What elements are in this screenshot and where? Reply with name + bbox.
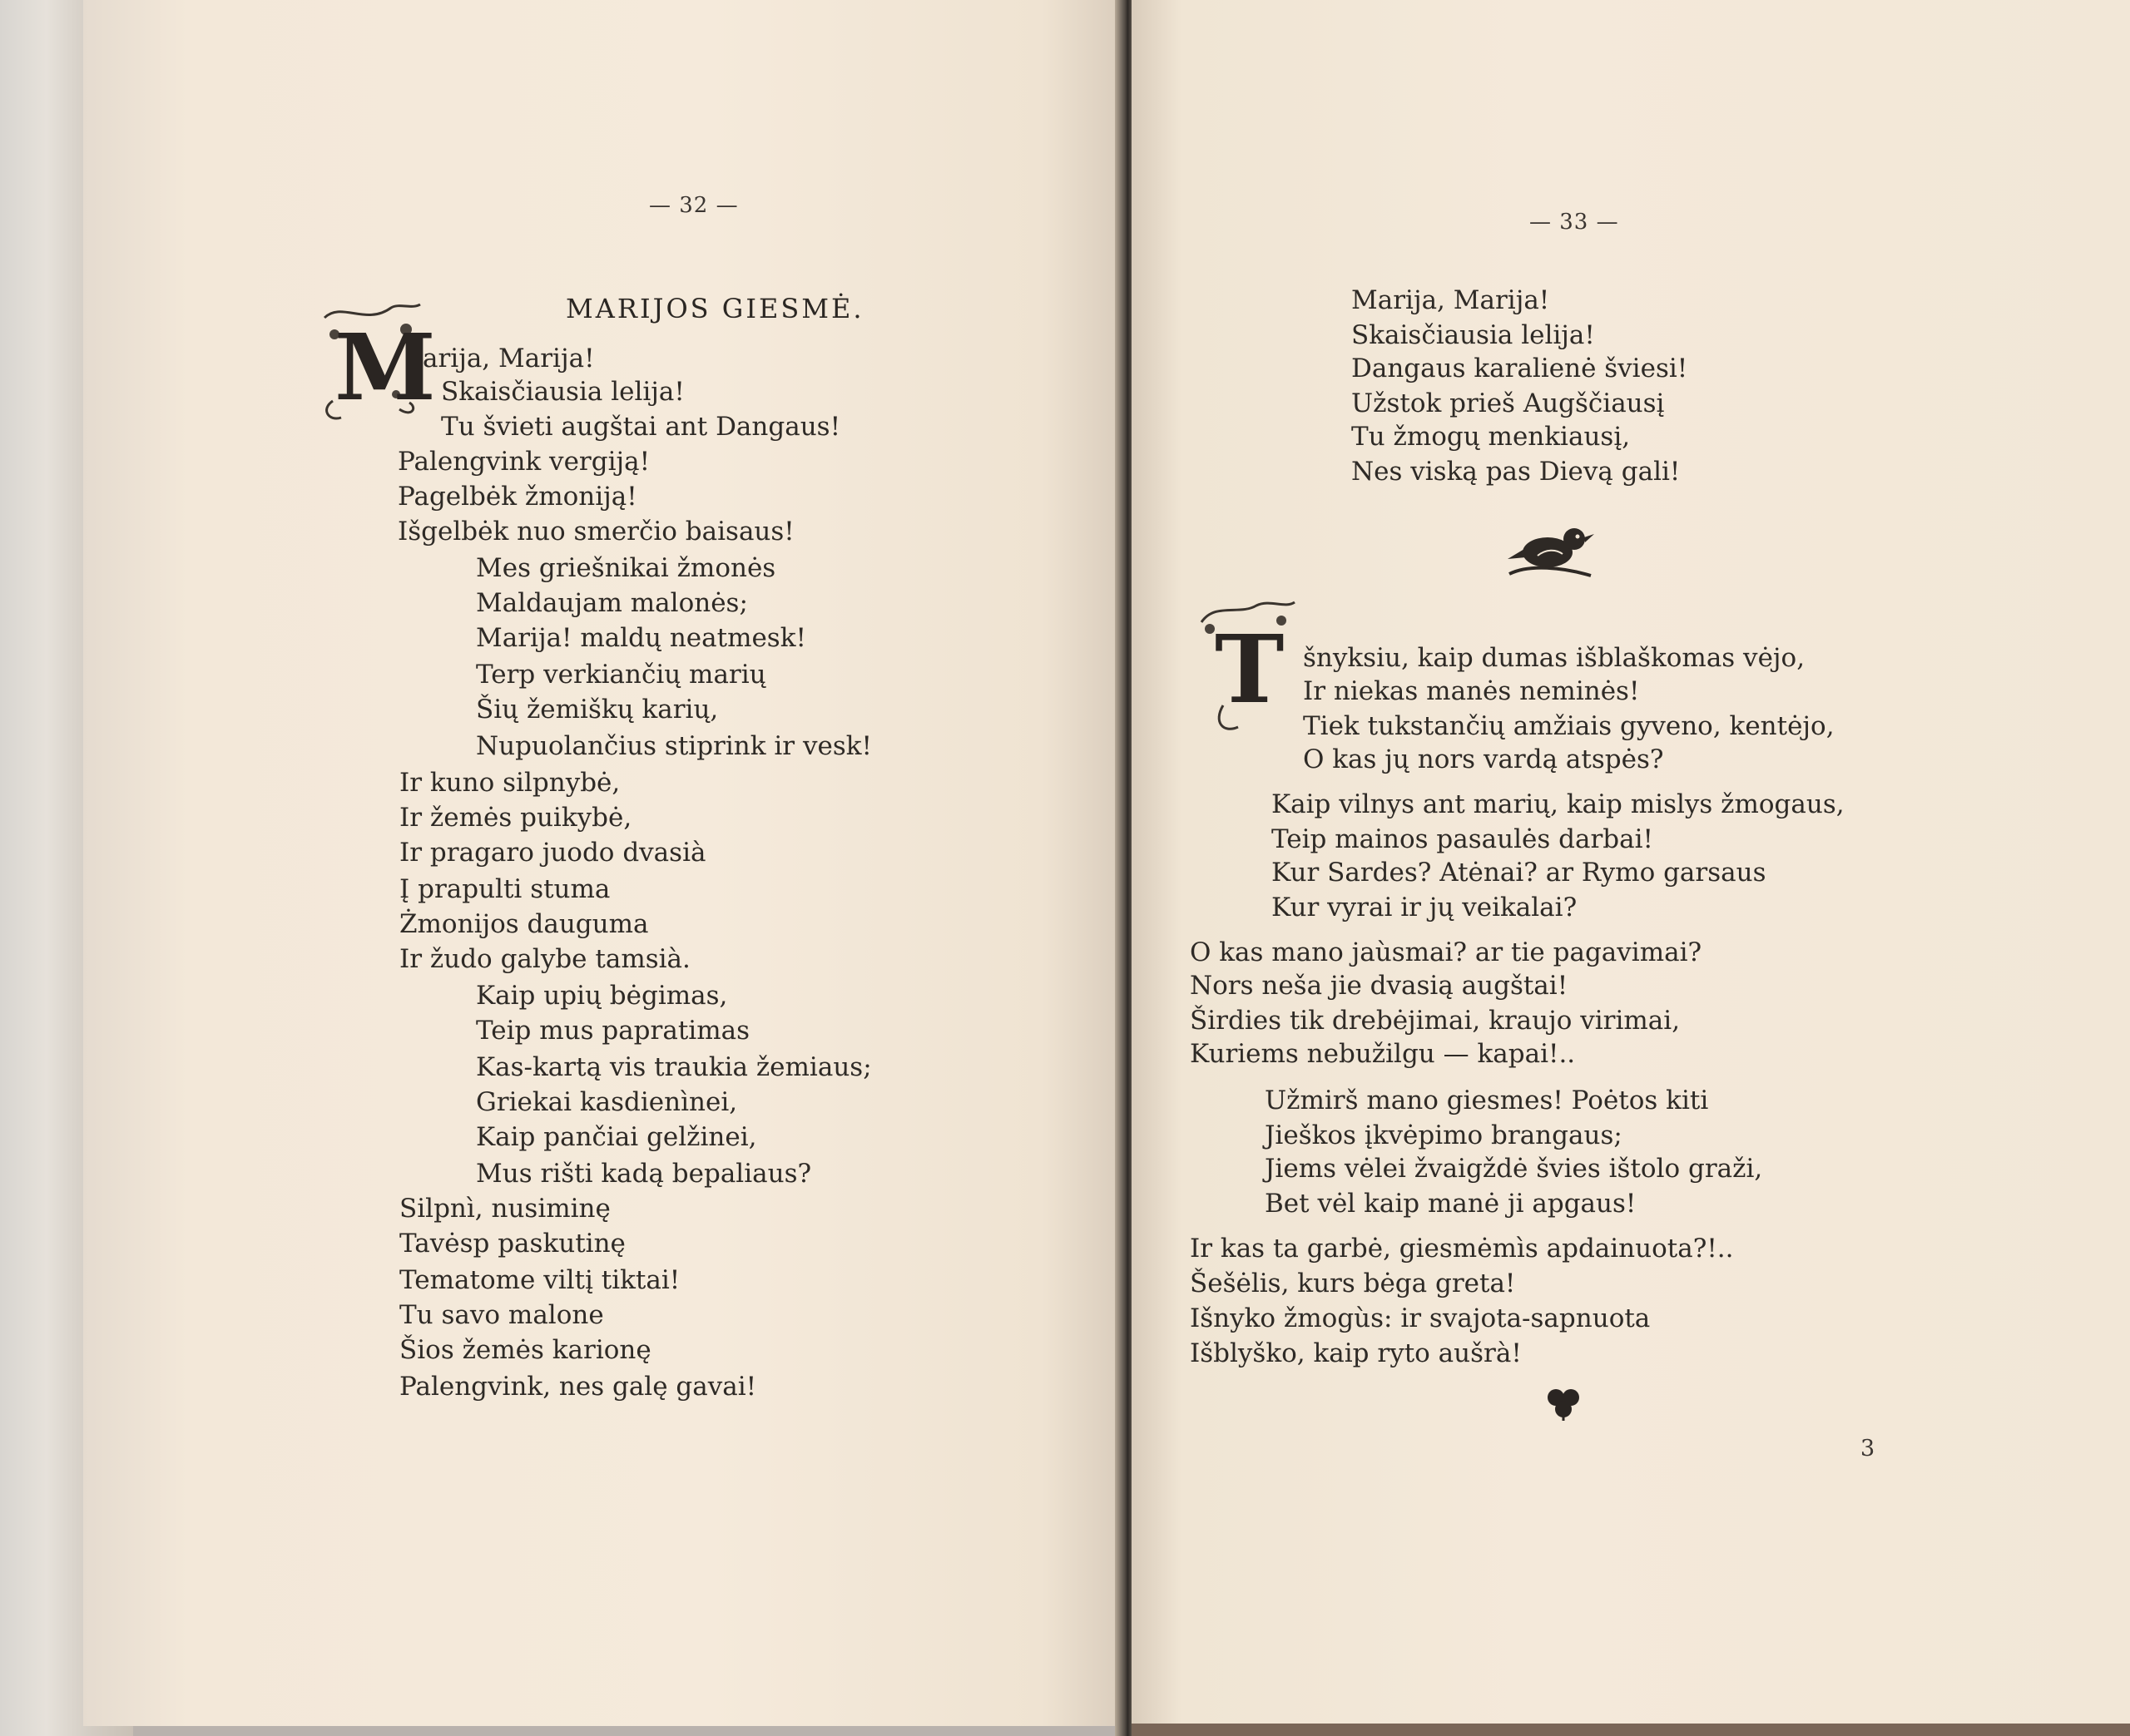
poem-line: Tiek tukstančių amžiais gyveno, kentėjo,	[1303, 711, 1835, 741]
poem-line: šnyksiu, kaip dumas išblaškomas vėjo,	[1303, 643, 1806, 673]
poem-line: Šios žemės karionę	[399, 1335, 651, 1365]
poem-line: Maldaujam malonės;	[476, 588, 748, 618]
poem-line: Mus rišti kadą bepaliaus?	[476, 1159, 812, 1189]
poem-line: Kuriems nebužilgu — kapai!..	[1190, 1039, 1576, 1069]
poem-line: Jiems vėlei žvaigždė švies ištolo graži,	[1265, 1154, 1763, 1184]
poem-line: Nes viską pas Dievą gali!	[1351, 457, 1681, 487]
poem-line: Išblyško, kaip ryto aušrà!	[1190, 1338, 1522, 1368]
poem-line: Užstok prieš Augščiausį	[1351, 388, 1665, 418]
poem-line: Užmirš mano giesmes! Poėtos kiti	[1265, 1086, 1709, 1115]
poem-line: Šešėlis, kurs bėga greta!	[1190, 1269, 1516, 1298]
signature-mark: 3	[1860, 1436, 1875, 1462]
poem-line: Kur Sardes? Atėnai? ar Rymo garsaus	[1271, 858, 1766, 888]
poem-line: Nupuolančius stiprink ir vesk!	[476, 731, 872, 761]
poem-title: MARIJOS GIESMĖ.	[566, 293, 864, 324]
poem-line: Šių žemiškų karių,	[476, 695, 719, 725]
poem-line: Širdies tik drebėjimai, kraujo virimai,	[1190, 1006, 1681, 1036]
leaf-fleuron-icon	[1544, 1382, 1583, 1421]
left-page	[83, 0, 1125, 1726]
poem-line: Teip mus papratimas	[476, 1016, 750, 1046]
poem-line: Griekai kasdienìnei,	[476, 1087, 738, 1117]
poem-line: Išgelbėk nuo smerčio baisaus!	[398, 517, 795, 547]
page-number-left: — 32 —	[649, 193, 739, 218]
poem-line: Nors neša jie dvasią augštai!	[1190, 971, 1568, 1001]
right-page	[1132, 0, 2130, 1727]
poem-line: Terp verkiančių marių	[476, 660, 766, 690]
poem-line: Ir žudo galybe tamsià.	[399, 944, 691, 974]
poem-line: Palengvink, nes galę gavai!	[399, 1372, 757, 1402]
poem-line: Kur vyrai ir jų veikalai?	[1271, 893, 1578, 922]
ornamental-initial-m	[316, 301, 436, 426]
poem-line: Skaisčiausia lelija!	[441, 377, 685, 407]
poem-line: O kas mano jaùsmai? ar tie pagavimai?	[1190, 937, 1702, 967]
ornamental-initial-t	[1198, 597, 1298, 739]
poem-line: Tematome viltį tiktai!	[399, 1265, 681, 1295]
poem-line: Skaisčiausia lelija!	[1351, 320, 1595, 350]
poem-line: Tu savo malone	[399, 1300, 604, 1330]
poem-line: Kaip pančiai gelžinei,	[476, 1122, 757, 1152]
poem-line: Bet vėl kaip manė ji apgaus!	[1265, 1189, 1637, 1219]
poem-line: arija, Marija!	[423, 344, 595, 373]
poem-line: Marija! maldų neatmesk!	[476, 623, 806, 653]
book-cover-edge	[1132, 1724, 2130, 1736]
poem-line: Ir niekas manės neminės!	[1303, 676, 1640, 706]
poem-line: Išnyko žmogùs: ir svajota-sapnuota	[1190, 1303, 1651, 1333]
poem-line: Tavėsp paskutinę	[399, 1229, 626, 1259]
poem-line: Marija, Marija!	[1351, 285, 1550, 315]
poem-line: Mes griešnikai žmonės	[476, 553, 776, 583]
drop-cap-letter: M	[334, 314, 436, 421]
drop-cap-letter-t: T	[1215, 616, 1285, 725]
page-number-right: — 33 —	[1529, 210, 1619, 235]
poem-line: Ir kas ta garbė, giesmėmìs apdainuota?!..	[1190, 1234, 1734, 1264]
poem-line: Silpnì, nusiminę	[399, 1194, 611, 1224]
poem-line: Ir kuno silpnybė,	[399, 768, 621, 798]
poem-line: Jieškos įkvėpimo brangaus;	[1265, 1120, 1622, 1150]
poem-line: O kas jų nors vardą atspės?	[1303, 744, 1664, 774]
bird-vignette-icon	[1504, 516, 1596, 591]
poem-line: Żmonijos dauguma	[399, 909, 649, 939]
poem-line: Tu žmogų menkiausį,	[1351, 422, 1631, 452]
poem-line: Tu švieti augštai ant Dangaus!	[441, 412, 841, 442]
poem-line: Ir pragaro juodo dvasià	[399, 838, 706, 868]
poem-line: Kaip vilnys ant marių, kaip mislys žmogaus,	[1271, 789, 1845, 819]
poem-line: Kas-kartą vis traukia žemiaus;	[476, 1052, 872, 1082]
poem-line: Dangaus karalienė šviesi!	[1351, 354, 1688, 383]
poem-line: Ir žemės puikybė,	[399, 803, 632, 833]
poem-line: Palengvink vergiją!	[398, 447, 651, 477]
poem-line: Teip mainos pasaulės darbai!	[1271, 824, 1653, 854]
poem-line: Pagelbėk žmoniją!	[398, 482, 637, 512]
poem-line: Į prapulti stuma	[399, 874, 611, 904]
poem-line: Kaip upių bėgimas,	[476, 981, 728, 1011]
